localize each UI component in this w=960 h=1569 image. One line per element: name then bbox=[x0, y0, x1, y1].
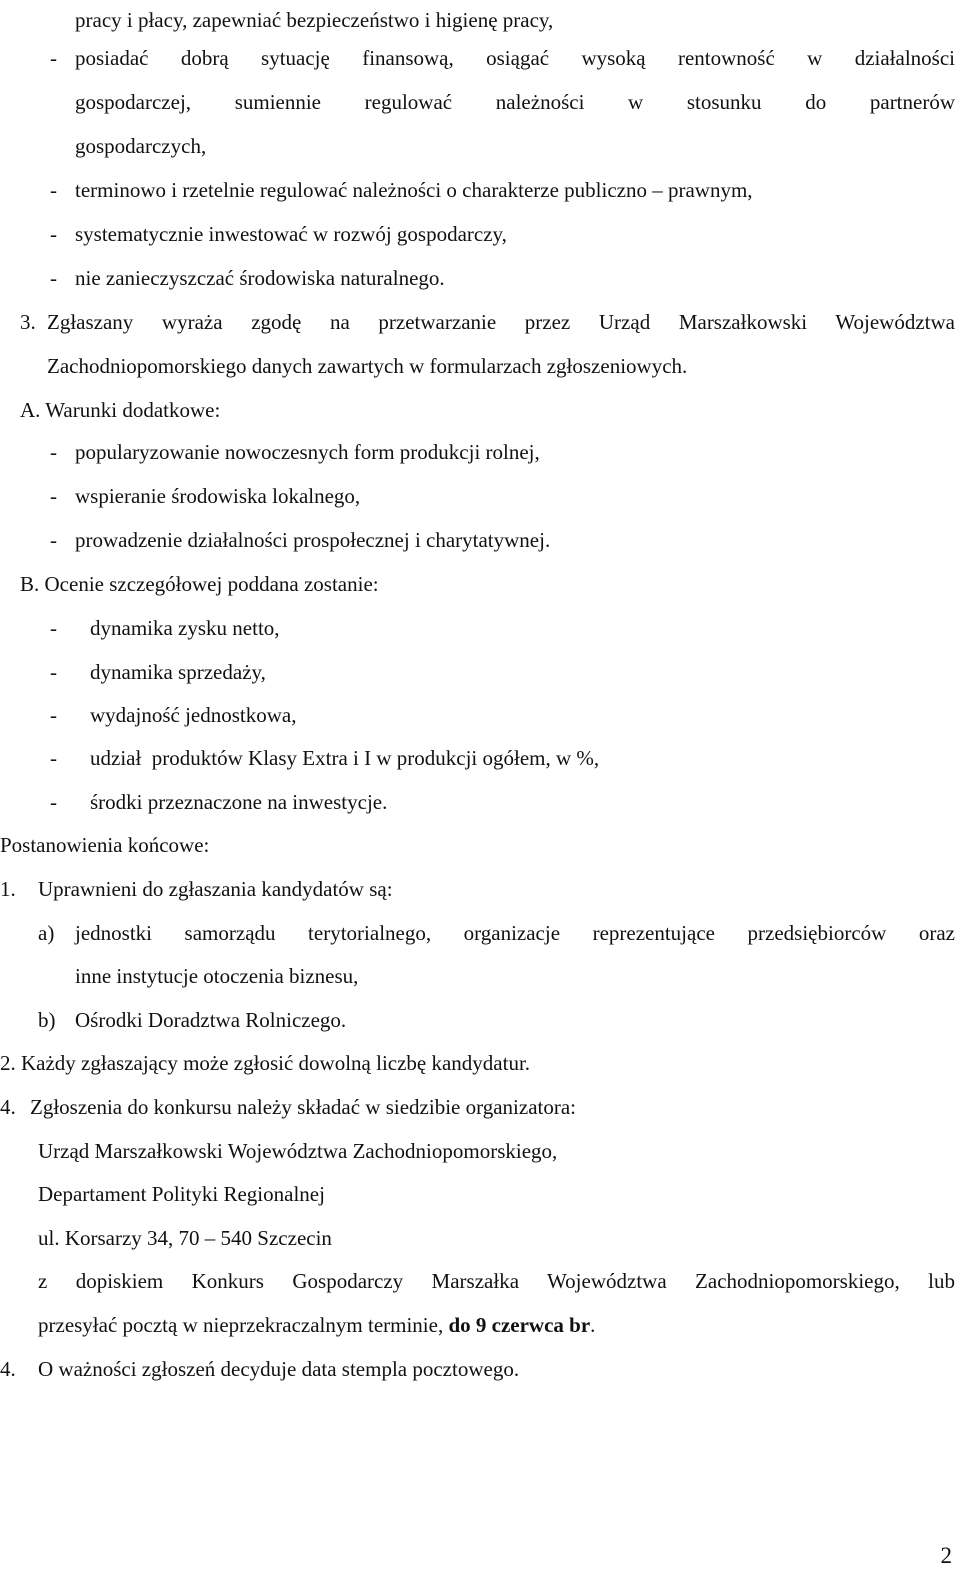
list-item-text: posiadać dobrą sytuację finansową, osiągać wysoką rentowność w działalności bbox=[75, 46, 955, 70]
list-item-text: gospodarczych, bbox=[75, 134, 207, 158]
list-item-text: wspieranie środowiska lokalnego, bbox=[75, 484, 361, 508]
point-number: 4. bbox=[0, 1095, 16, 1119]
list-item-text: nie zanieczyszczać środowiska naturalnego. bbox=[75, 266, 445, 290]
sub-item-text: jednostki samorządu terytorialnego, organizacje reprezentujące przedsiębiorców oraz bbox=[75, 921, 955, 945]
list-item-text: dynamika sprzedaży, bbox=[90, 660, 266, 684]
sub-item-text: Ośrodki Doradztwa Rolniczego. bbox=[75, 1008, 347, 1032]
point-number: 1. bbox=[0, 877, 16, 901]
section-heading: B. Ocenie szczegółowej poddana zostanie: bbox=[20, 572, 379, 596]
list-item-text: dynamika zysku netto, bbox=[90, 616, 280, 640]
paragraph-text: z dopiskiem Konkurs Gospodarczy Marszałka Województwa Zachodniopomorskiego, lub bbox=[38, 1269, 955, 1293]
paragraph-text bbox=[38, 1312, 595, 1338]
list-item-text: udział produktów Klasy Extra i I w produkcji ogółem, w %, bbox=[90, 746, 600, 770]
list-dash: - bbox=[50, 528, 57, 552]
deadline-text: do 9 czerwca br bbox=[448, 1313, 591, 1337]
section-heading: Postanowienia końcowe: bbox=[0, 833, 210, 857]
list-item-text: gospodarczej, sumiennie regulować należności w stosunku do partnerów bbox=[75, 90, 955, 114]
point-number: 4. bbox=[0, 1357, 16, 1381]
list-dash: - bbox=[50, 484, 57, 508]
list-dash: - bbox=[50, 266, 57, 290]
list-item-text: terminowo i rzetelnie regulować należności o charakterze publiczno – prawnym, bbox=[75, 178, 753, 202]
text-line: pracy i płacy, zapewniać bezpieczeństwo i higienę pracy, bbox=[75, 8, 554, 32]
sub-item-label: a) bbox=[38, 921, 55, 945]
paragraph-text: O ważności zgłoszeń decyduje data stempla pocztowego. bbox=[38, 1357, 520, 1381]
address-line: ul. Korsarzy 34, 70 – 540 Szczecin bbox=[38, 1226, 332, 1250]
paragraph-text: 2. Każdy zgłaszający może zgłosić dowolną liczbę kandydatur. bbox=[0, 1051, 531, 1075]
list-item-text: popularyzowanie nowoczesnych form produkcji rolnej, bbox=[75, 440, 540, 464]
note-text: przesyłać pocztą w nieprzekraczalnym terminie, bbox=[38, 1313, 449, 1337]
paragraph-text: Zachodniopomorskiego danych zawartych w formularzach zgłoszeniowych. bbox=[47, 354, 688, 378]
sub-item-text: inne instytucje otoczenia biznesu, bbox=[75, 964, 359, 988]
paragraph-text: Uprawnieni do zgłaszania kandydatów są: bbox=[38, 877, 393, 901]
section-heading: A. Warunki dodatkowe: bbox=[20, 398, 221, 422]
page-number: 2 bbox=[940, 1543, 952, 1568]
list-dash: - bbox=[50, 790, 57, 814]
list-item-text: systematycznie inwestować w rozwój gospodarczy, bbox=[75, 222, 507, 246]
list-dash: - bbox=[50, 746, 57, 770]
sub-item-label: b) bbox=[38, 1008, 56, 1032]
list-dash: - bbox=[50, 222, 57, 246]
list-item-text: wydajność jednostkowa, bbox=[90, 703, 297, 727]
paragraph-text: Zgłoszenia do konkursu należy składać w siedzibie organizatora: bbox=[30, 1095, 577, 1119]
paragraph-text: Zgłaszany wyraża zgodę na przetwarzanie przez Urząd Marszałkowski Województwa bbox=[47, 310, 955, 334]
list-dash: - bbox=[50, 703, 57, 727]
address-line: Urząd Marszałkowski Województwa Zachodniopomorskiego, bbox=[38, 1139, 558, 1163]
list-dash: - bbox=[50, 660, 57, 684]
list-item-text: prowadzenie działalności prospołecznej i charytatywnej. bbox=[75, 528, 551, 552]
point-number: 3. bbox=[20, 310, 36, 334]
list-dash: - bbox=[50, 440, 57, 464]
note-end: . bbox=[590, 1313, 596, 1337]
address-line: Departament Polityki Regionalnej bbox=[38, 1182, 325, 1206]
list-dash: - bbox=[50, 178, 57, 202]
list-dash: - bbox=[50, 46, 57, 70]
list-dash: - bbox=[50, 616, 57, 640]
list-item-text: środki przeznaczone na inwestycje. bbox=[90, 790, 388, 814]
